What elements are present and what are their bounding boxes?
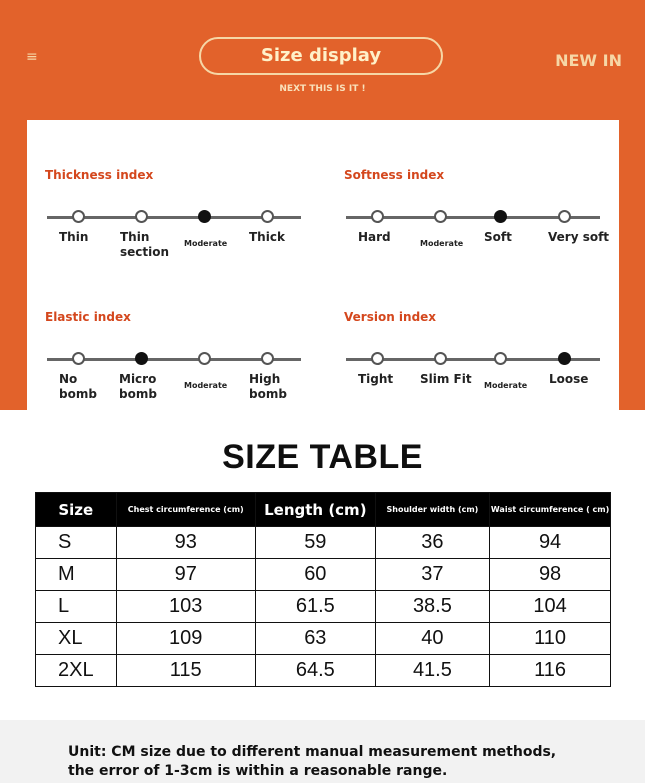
table-row [36, 527, 611, 559]
chest-cell: 93 [116, 527, 255, 559]
column-header-length: Length (cm) [255, 493, 375, 527]
table-row [36, 623, 611, 655]
chest-cell: 97 [116, 559, 255, 591]
shoulder-cell: 38.5 [375, 591, 489, 623]
column-header-chest: Chest circumference (cm) [116, 493, 255, 527]
size-cell: 2XL [36, 655, 117, 687]
thickness-index-title: Thickness index [45, 168, 154, 182]
thickness-option-dot [261, 210, 274, 223]
version-option-dot [371, 352, 384, 365]
index-panel [27, 120, 619, 410]
thickness-option-dot [72, 210, 85, 223]
size-display-title: Size display [199, 37, 443, 75]
elastic-option-dot [198, 352, 211, 365]
version-option-dot [558, 352, 571, 365]
column-header-shoulder: Shoulder width (cm) [375, 493, 489, 527]
shoulder-cell: 40 [375, 623, 489, 655]
thickness-option-dot [198, 210, 211, 223]
elastic-index-title: Elastic index [45, 310, 131, 324]
elastic-option-dot [135, 352, 148, 365]
table-row [36, 591, 611, 623]
length-cell: 61.5 [255, 591, 375, 623]
softness-option-dot [494, 210, 507, 223]
softness-label: Soft [484, 230, 512, 244]
table-header-row [36, 493, 611, 527]
version-label: Moderate [484, 381, 528, 390]
thickness-label: Thin section [120, 230, 170, 259]
waist-cell: 98 [490, 559, 611, 591]
length-cell: 63 [255, 623, 375, 655]
elastic-label: Micro bomb [119, 372, 157, 401]
softness-option-dot [434, 210, 447, 223]
footer-note: Unit: CM size due to different manual measurement methods, the error of 1-3cm is within a reasonable range. [68, 744, 557, 779]
elastic-option-dot [72, 352, 85, 365]
version-label: Tight [358, 372, 394, 386]
length-cell: 64.5 [255, 655, 375, 687]
shoulder-cell: 41.5 [375, 655, 489, 687]
table-row [36, 559, 611, 591]
size-table-title: SIZE TABLE [222, 438, 423, 476]
chest-cell: 109 [116, 623, 255, 655]
version-label: Loose [549, 372, 589, 386]
thickness-option-dot [135, 210, 148, 223]
new-in-badge: NEW IN [555, 51, 622, 70]
size-cell: S [36, 527, 117, 559]
thickness-label: Thick [249, 230, 285, 244]
elastic-index [45, 310, 315, 420]
elastic-label: Moderate [184, 381, 228, 390]
waist-cell: 94 [490, 527, 611, 559]
softness-option-dot [558, 210, 571, 223]
length-cell: 59 [255, 527, 375, 559]
chest-cell: 103 [116, 591, 255, 623]
subtitle: NEXT THIS IS IT ! [279, 84, 366, 94]
softness-label: Moderate [420, 239, 464, 248]
softness-index-title: Softness index [344, 168, 445, 182]
softness-option-dot [371, 210, 384, 223]
size-cell: XL [36, 623, 117, 655]
version-option-dot [434, 352, 447, 365]
table-row [36, 655, 611, 687]
elastic-option-dot [261, 352, 274, 365]
elastic-label: High bomb [249, 372, 287, 401]
shoulder-cell: 36 [375, 527, 489, 559]
column-header-size: Size [36, 493, 117, 527]
waist-cell: 110 [490, 623, 611, 655]
length-cell: 60 [255, 559, 375, 591]
column-header-waist: Waist circumference ( cm) [490, 493, 611, 527]
softness-index [344, 168, 614, 278]
shoulder-cell: 37 [375, 559, 489, 591]
waist-cell: 104 [490, 591, 611, 623]
size-cell: L [36, 591, 117, 623]
thickness-index [45, 168, 315, 278]
footer-note-bar [0, 720, 645, 783]
thickness-label: Thin [59, 230, 89, 244]
version-label: Slim Fit [420, 372, 472, 386]
version-option-dot [494, 352, 507, 365]
menu-icon[interactable]: ≡ [26, 49, 38, 65]
waist-cell: 116 [490, 655, 611, 687]
version-index-title: Version index [344, 310, 437, 324]
version-index [344, 310, 614, 420]
size-cell: M [36, 559, 117, 591]
softness-label: Hard [358, 230, 391, 244]
thickness-label: Moderate [184, 239, 228, 248]
size-table [35, 492, 611, 687]
chest-cell: 115 [116, 655, 255, 687]
elastic-label: No bomb [59, 372, 97, 401]
softness-label: Very soft [548, 230, 610, 244]
